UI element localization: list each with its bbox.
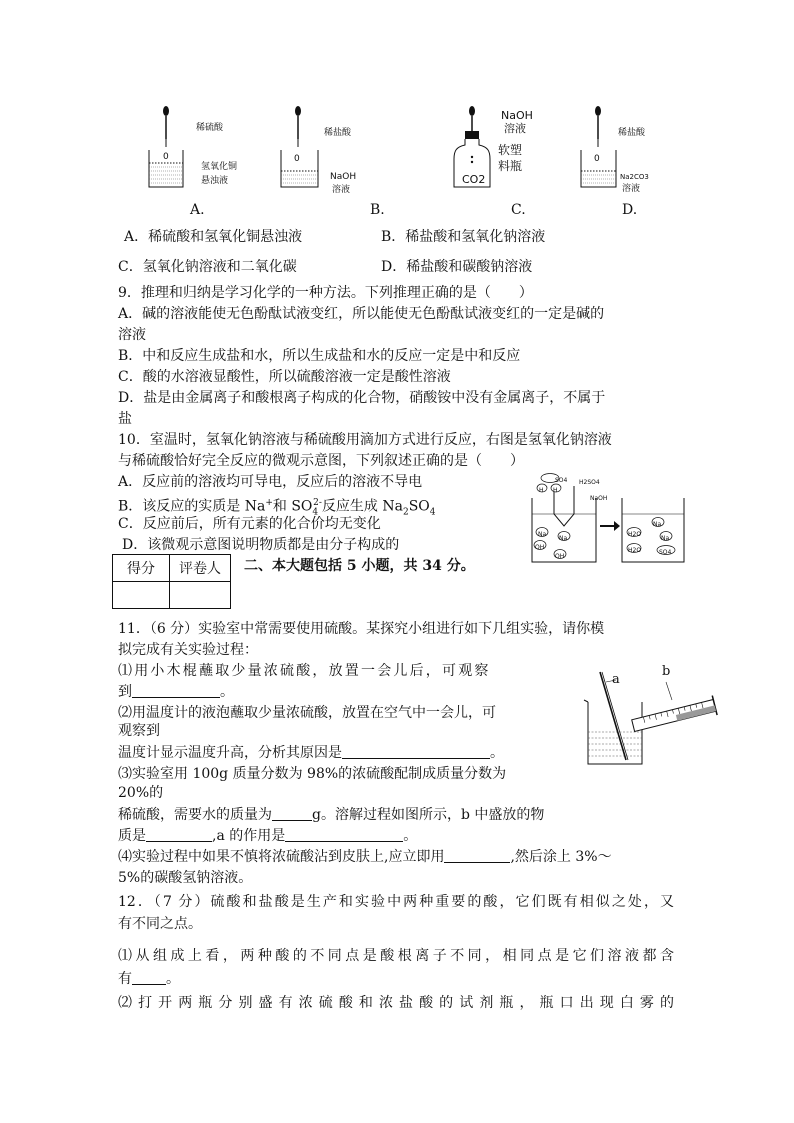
q11-part2-line1: ⑵用温度计的液泡蘸取少量浓硫酸，放置在空气中一会儿，可 [118,705,496,721]
label-b-beaker-2: 溶液 [332,185,351,195]
q11-part3-line3: 稀硫酸，需要水的质量为 g。溶解过程如图所示，b 中盛放的物 [118,807,545,823]
q10-label-so4-top: SO4 [555,477,568,484]
q8-option-c: C．氢氧化钠溶液和二氧化碳 [118,259,297,275]
q11-figure-label-a: a [612,672,620,687]
figure-letter-d: D. [622,202,638,218]
q10-option-b: B．该反应的实质是 Na+和 $SO_4^{2-}$反应生成 $Na_2SO_4$ [118,498,436,518]
q10-option-a: A．反应前的溶液均可导电，反应后的溶液不导电 [118,474,423,490]
section-2-heading: 二、本大题包括 5 小题，共 34 分。 [244,558,475,574]
q11-part2-line2: 观察到 [118,723,160,739]
score-table [112,554,231,609]
q12-stem-line2: 有不同之点。 [118,916,202,932]
q9-option-b: B．中和反应生成盐和水，所以生成盐和水的反应一定是中和反应 [118,348,521,364]
figure-letter-a: A. [190,202,205,218]
q9-option-a-line2: 溶液 [118,327,146,343]
label-c-gas: CO2 [462,173,486,186]
q8-option-a: A．稀硫酸和氢氧化铜悬浊液 [124,229,303,245]
q9-option-a-line1: A．碱的溶液能使无色酚酞试液变红，所以能使无色酚酞试液变红的一定是碱的 [118,306,605,322]
label-d-beaker-1: Na2CO3 [620,173,649,181]
beaker-mark-b: 0 [294,154,300,164]
q10-option-c: C．反应前后，所有元素的化合价均无变化 [118,516,381,532]
q10-option-d: D．该微观示意图说明物质都是由分子构成的 [122,537,400,553]
label-a-beaker-2: 悬浊液 [201,176,229,186]
q10-label-na-1: Na [538,531,547,538]
grader-header: 评卷人 [170,555,231,582]
label-d-reagent: 稀盐酸 [618,128,646,138]
label-a-beaker-1: 氢氧化铜 [201,162,238,172]
q11-part3-substance-blank[interactable] [146,827,212,842]
q10-label-na-4: Na [661,535,670,542]
q11-part3-line4: 质是 ,a 的作用是 。 [118,828,418,844]
q12-stem-line1: 12．（7 分）硫酸和盐酸是生产和实验中两种重要的酸，它们既有相似之处，又 [118,894,674,910]
q11-part3-role-blank[interactable] [285,827,403,842]
q12-part1-blank[interactable] [132,970,166,985]
q9-stem: 9．推理和归纳是学习化学的一种方法。下列推理正确的是（ ） [118,285,533,301]
grader-cell[interactable] [170,582,231,609]
label-c-bottle-2: 料瓶 [498,159,523,173]
q8-option-d: D．稀盐酸和碳酸钠溶液 [381,259,533,275]
q10-label-na-2: Na [559,535,568,542]
q10-label-h2o-2: H2O [628,547,642,554]
q10-label-h2so4: H2SO4 [579,479,600,486]
q11-part3-water-blank[interactable] [272,806,312,821]
figure-letter-c: C. [511,202,526,218]
beaker-mark-d: 0 [594,154,600,164]
q10-label-h-1: H [539,487,544,494]
q10-label-h2o-1: H2O [628,531,642,538]
q11-part1-line2: 到 。 [118,684,234,700]
q11-part4-line2: 5%的碳酸氢钠溶液。 [118,870,253,886]
q11-dilution-figure [580,660,725,770]
label-c-reagent-1: NaOH [501,109,533,122]
beaker-mark-a: 0 [163,152,169,162]
figure-b-beaker-dropper [278,105,338,195]
q10-label-so4-right: SO4 [659,549,672,556]
score-header: 得分 [113,555,170,582]
q11-part1-line1: ⑴用小木棍蘸取少量浓硫酸，放置一会儿后，可观察 [118,663,491,679]
q11-part3-line2: 20%的 [118,785,164,801]
q11-part4-blank[interactable] [444,848,510,863]
q9-option-d-line1: D．盐是由金属离子和酸根离子构成的化合物，硝酸铵中没有金属离子，不属于 [118,390,606,406]
q11-part1-blank[interactable] [132,683,220,698]
label-b-beaker-1: NaOH [330,172,357,182]
score-cell[interactable] [113,582,170,609]
q10-label-oh-1: OH [535,544,545,551]
q11-stem-line1: 11．（6 分）实验室中常需要使用硫酸。某探究小组进行如下几组实验，请你模 [118,621,605,637]
q10-label-naoh: NaOH [590,495,608,502]
q11-part3-line1: ⑶实验室用 100g 质量分数为 98%的浓硫酸配制成质量分数为 [118,766,507,782]
q8-option-b: B．稀盐酸和氢氧化钠溶液 [381,229,546,245]
label-b-reagent: 稀盐酸 [324,128,352,138]
q10-stem-line1: 10．室温时，氢氧化钠溶液与稀硫酸用滴加方式进行反应，右图是氢氧化钠溶液 [118,432,612,448]
q11-part2-blank[interactable] [342,744,490,759]
q12-part1-line2: 有 。 [118,971,180,987]
label-a-reagent: 稀硫酸 [196,123,224,133]
q12-part1-line1: ⑴从组成上看，两种酸的不同点是酸根离子不同，相同点是它们溶液都含 [118,948,674,964]
q10-stem-line2: 与稀硫酸恰好完全反应的微观示意图，下列叙述正确的是（ ） [118,453,524,469]
q9-option-d-line2: 盐 [118,411,132,427]
figure-letter-b: B. [370,202,385,218]
q12-part2-line1: ⑵打开两瓶分别盛有浓硫酸和浓盐酸的试剂瓶，瓶口出现白雾的 [118,995,674,1011]
q11-part4-line1: ⑷实验过程中如果不慎将浓硫酸沾到皮肤上,应立即用 ,然后涂上 3%～ [118,849,612,865]
q9-option-c: C．酸的水溶液显酸性，所以硫酸溶液一定是酸性溶液 [118,369,451,385]
label-c-reagent-2: 溶液 [504,122,526,135]
label-d-beaker-2: 溶液 [622,184,641,194]
q11-figure-label-b: b [662,664,671,679]
label-c-bottle-1: 软塑 [498,143,523,157]
q11-stem-line2: 拟完成有关实验过程： [118,642,258,658]
q10-label-na-3: Na [653,521,662,528]
q10-label-oh-2: OH [555,553,565,560]
q10-label-h-2: H [553,487,558,494]
q11-part2-line3: 温度计显示温度升高，分析其原因是 。 [118,745,504,761]
